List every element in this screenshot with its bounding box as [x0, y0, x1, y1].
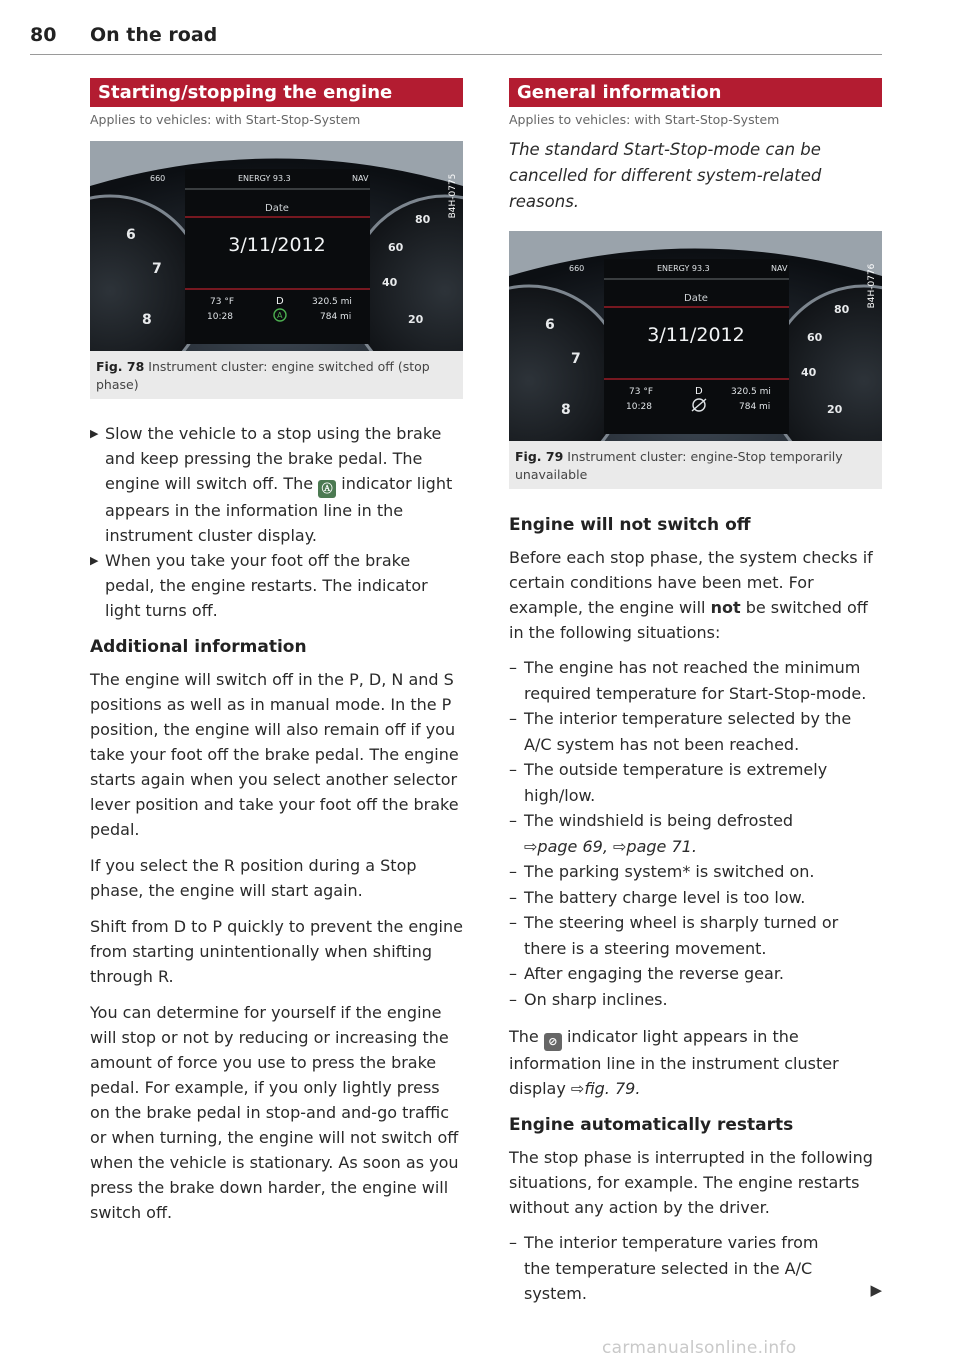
paragraph: If you select the R position during a Stop phase, the engine will start again.	[90, 856, 417, 900]
fig78-odo2: 784 mi	[320, 312, 352, 322]
svg-text:7: 7	[152, 261, 162, 277]
list-item: – The engine has not reached the minimum required temperature for Start-Stop-mode.	[509, 658, 867, 703]
svg-text:80: 80	[415, 213, 431, 226]
paragraph: The engine will switch off in the P, D, N and S positions as well as in manual mode. In the P position, the engine will also remain off if you take your foot off the brake pedal. The engine starts again when you select another selector lever position and take your foot off the brake pedal.	[90, 670, 459, 839]
intro-text: The standard Start-Stop-mode can be cancelled for different system-related reasons.	[509, 140, 822, 211]
fig78-odo1: 320.5 mi	[312, 297, 352, 307]
figure-79	[509, 231, 882, 489]
indicator-a-icon: Ⓐ	[318, 480, 336, 498]
svg-text:7: 7	[571, 351, 581, 367]
fig79-caption-text: Instrument cluster: engine-Stop temporarily unavailable	[515, 449, 843, 482]
fig78-time: 10:28	[207, 312, 233, 322]
page-header	[30, 24, 882, 55]
svg-text:60: 60	[807, 331, 823, 344]
list-item: – The windshield is being defrosted ⇨page 69, ⇨page 71.	[509, 811, 794, 856]
svg-text:8: 8	[561, 402, 571, 418]
paragraph: You can determine for yourself if the engine will stop or not by reducing or increasing the amount of force you use to press the brake pedal. For example, if you only lightly press on the brake pedal in stop-and and-go traffic or when turning, the engine will not switch off when the vehicle is stationary. As soon as you press the brake down harder, the engine will switch off.	[90, 1003, 459, 1222]
bullet-item: ▶ Slow the vehicle to a stop using the brake and keep pressing the brake pedal. The engine will switch off. The Ⓐ indicator light appears in the information line in the instrument cluster display.	[90, 421, 463, 548]
list-item: – The parking system* is switched on.	[509, 862, 815, 881]
list-item: – The battery charge level is too low.	[509, 887, 806, 907]
list-item: – The interior temperature selected by the A/C system has not been reached.	[509, 709, 852, 754]
fig79-top-mi: 660	[569, 264, 585, 273]
fig79-temp: 73 °F	[629, 387, 653, 397]
heading-auto-restart: Engine automatically restarts	[509, 1115, 794, 1135]
right-column	[509, 78, 882, 1307]
start-stop-unavailable-icon: ⊘	[544, 1033, 562, 1051]
paragraph: The ⊘ indicator light appears in the information line in the instrument cluster display ⇨fig. 79.	[509, 1027, 839, 1098]
fig78-code: B4H-0775	[448, 173, 458, 219]
figure-78	[90, 141, 463, 399]
bullet-marker: ▶	[90, 427, 99, 440]
page-ref-link[interactable]: ⇨page 71.	[613, 836, 697, 856]
fig78-num: Fig. 78	[96, 359, 145, 374]
fig79-energy: ENERGY 93.3	[657, 264, 710, 273]
figure-79-caption	[509, 441, 882, 489]
applies-note: Applies to vehicles: with Start-Stop-System	[509, 112, 780, 127]
heading-additional-info: Additional information	[90, 637, 307, 657]
svg-text:80: 80	[834, 303, 850, 316]
svg-text:6: 6	[545, 317, 555, 333]
svg-text:60: 60	[388, 241, 404, 254]
fig79-odo1: 320.5 mi	[731, 387, 771, 397]
fig79-time: 10:28	[626, 402, 652, 412]
continue-arrow-icon: ▶	[870, 1281, 882, 1299]
applies-note: Applies to vehicles: with Start-Stop-System	[90, 112, 361, 127]
svg-text:20: 20	[408, 313, 424, 326]
paragraph: Before each stop phase, the system checks if certain conditions have been met. For example, the engine will not be switched off in the following situations:	[509, 548, 873, 642]
bullet-item: ▶ When you take your foot off the brake pedal, the engine restarts. The indicator light turns off.	[90, 548, 463, 623]
fig78-indicator: A	[277, 311, 283, 320]
fig-ref-link[interactable]: ⇨fig. 79.	[570, 1079, 641, 1098]
watermark: carmanualsonline.info	[602, 1338, 797, 1358]
fig79-label: Date	[684, 293, 708, 304]
fig78-energy: ENERGY 93.3	[238, 174, 291, 183]
svg-text:40: 40	[382, 276, 398, 289]
page-number: 80	[30, 24, 57, 46]
left-column	[90, 78, 463, 1225]
fig78-label: Date	[265, 203, 289, 214]
paragraph: The stop phase is interrupted in the following situations, for example. The engine restarts without any action by the driver.	[509, 1148, 873, 1217]
fig79-nav: NAV	[771, 264, 788, 273]
svg-text:6: 6	[126, 227, 136, 243]
fig79-odo2: 784 mi	[739, 402, 771, 412]
instrument-cluster-image	[509, 231, 882, 441]
fig78-temp: 73 °F	[210, 297, 234, 307]
section-banner-general: General information	[509, 78, 882, 107]
paragraph: Shift from D to P quickly to prevent the engine from starting unintentionally when shifting through R.	[90, 917, 463, 986]
heading-engine-not-off: Engine will not switch off	[509, 515, 751, 535]
list-item: – The steering wheel is sharply turned or there is a steering movement.	[509, 913, 839, 958]
fig78-top-mi: 660	[150, 174, 166, 183]
fig79-gear: D	[695, 386, 703, 397]
svg-text:20: 20	[827, 403, 843, 416]
list-item: – After engaging the reverse gear.	[509, 964, 785, 983]
instrument-cluster-image	[90, 141, 463, 351]
svg-text:8: 8	[142, 312, 152, 328]
fig78-date: 3/11/2012	[228, 234, 326, 256]
bullet-marker: ▶	[90, 554, 99, 567]
list-item: – The interior temperature varies from the temperature selected in the A/C system. ▶	[509, 1233, 882, 1303]
figure-78-caption	[90, 351, 463, 399]
list-item: – The outside temperature is extremely high/low.	[509, 760, 828, 805]
section-banner-starting: Starting/stopping the engine	[90, 78, 463, 107]
fig79-code: B4H-0776	[867, 263, 877, 309]
svg-text:40: 40	[801, 366, 817, 379]
fig78-nav: NAV	[352, 174, 369, 183]
page-ref-link[interactable]: ⇨page 69,	[524, 836, 608, 856]
fig78-gear: D	[276, 296, 284, 307]
list-item: – On sharp inclines.	[509, 989, 668, 1009]
fig78-caption-text: Instrument cluster: engine switched off (stop phase)	[96, 359, 430, 392]
section-title: On the road	[90, 24, 218, 46]
fig79-date: 3/11/2012	[647, 324, 745, 346]
fig79-num: Fig. 79	[515, 449, 564, 464]
